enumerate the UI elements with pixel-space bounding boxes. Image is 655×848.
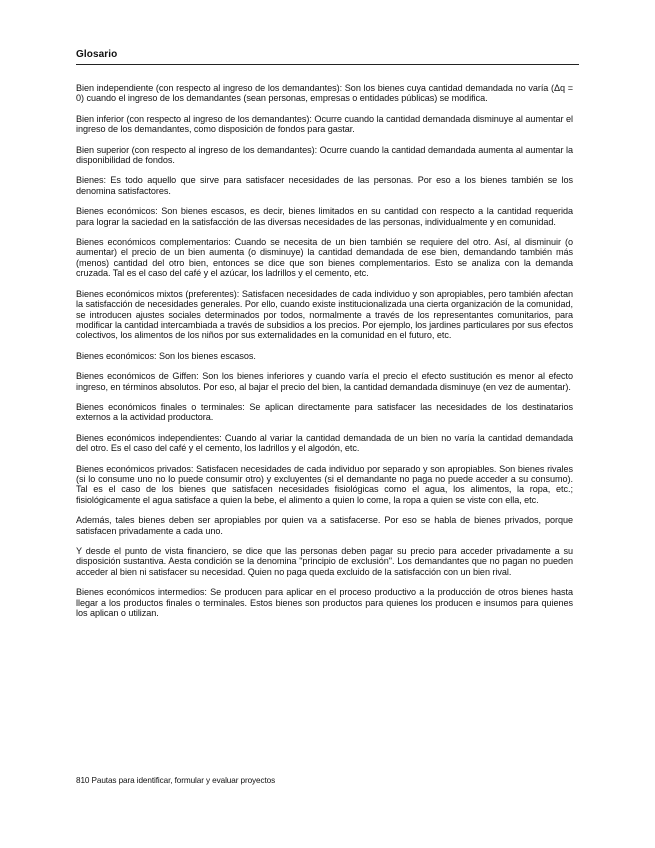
glossary-entry: Bienes económicos privados: Satisfacen necesidades de cada individuo por separado y son apropiables. Son bienes rivales (si lo consume uno no lo puede consumir otro) y excluyentes (si el demandante no paga no puede acceder a su consumo). Tal es el caso de los bienes que satisfacen necesidades fisiológicas como el agua, los alimentos, la ropa, etc.; fisiológicamente el agua satisface a quien la bebe, el alimento a quien lo come, la ropa a quien se viste con ella, etc.	[76, 463, 573, 505]
glossary-entry: Bienes económicos: Son los bienes escasos.	[76, 350, 256, 361]
glossary-entry: Bien inferior (con respecto al ingreso de los demandantes): Ocurre cuando la cantidad demandada disminuye al aumentar el ingreso de los demandantes, como disposición de fondos para gastar.	[76, 113, 573, 135]
glossary-entry: Y desde el punto de vista financiero, se dice que las personas deben pagar su precio para acceder privadamente a su disposición sustantiva. Aesta condición se la denomina "principio de exclusión". Los demandantes que no pagan no pueden acceder al bien ni satisfacer su necesidad. Quien no paga queda excluido de la satisfacción con un bien rival.	[76, 546, 573, 577]
glossary-body	[76, 83, 573, 628]
glossary-entry: Bien independiente (con respecto al ingreso de los demandantes): Son los bienes cuya cantidad demandada no varía (Δq = 0) cuando el ingreso de los demandantes (sean personas, empresas o entidades públicas) se modifica.	[76, 83, 573, 104]
page-header	[76, 44, 579, 65]
glossary-entry: Además, tales bienes deben ser apropiables por quien va a satisfacerse. Por eso se habla de bienes privados, porque satisfacen privadamente a cada uno.	[76, 515, 573, 536]
glossary-entry: Bienes: Es todo aquello que sirve para satisfacer necesidades de las personas. Por eso a los bienes también se los denomina satisfactores.	[76, 175, 573, 196]
glossary-entry: Bienes económicos independientes: Cuando al variar la cantidad demandada de un bien no varía la cantidad demandada del otro. Es el caso del café y el cemento, los ladrillos y el algodón, etc.	[76, 432, 573, 454]
glossary-entry: Bienes económicos: Son bienes escasos, es decir, bienes limitados en su cantidad con respecto a la cantidad requerida para lograr la saciedad en la satisfacción de las diversas necesidades de las personas, individualmente y en comunidad.	[76, 206, 573, 227]
page-footer: 810 Pautas para identificar, formular y evaluar proyectos	[76, 776, 276, 785]
glossary-entry: Bienes económicos mixtos (preferentes): Satisfacen necesidades de cada individuo y son apropiables, pero también afectan la satisfacción de necesidades generales. Por ello, cuando existe institucionalizada una cierta organización de la comunidad, se introducen ajustes sociales determinados por todos, normalmente a través de los representantes comunitarios, para modificar la cantidad intercambiada a través de subsidios a los precios. Por ejemplo, los jardines particulares por sus efectos colectivos, los alimentos de los niños por sus externalidades en la comunidad en el futuro, etc.	[76, 288, 573, 341]
section-title: Glosario	[76, 49, 118, 60]
glossary-entry: Bienes económicos de Giffen: Son los bienes inferiores y cuando varía el precio el efecto sustitución es menor al efecto ingreso, en términos absolutos. Por eso, al bajar el precio del bien, la cantidad demandada disminuye (en vez de aumentar).	[76, 371, 573, 392]
glossary-entry: Bien superior (con respecto al ingreso de los demandantes): Ocurre cuando la cantidad demandada aumenta al aumentar la disponibilidad de fondos.	[76, 144, 573, 166]
glossary-entry: Bienes económicos intermedios: Se producen para aplicar en el proceso productivo a la producción de otros bienes hasta llegar a los productos finales o terminales. Estos bienes son productos para quienes los producen e insumos para quienes los aplican o utilizan.	[76, 587, 573, 619]
glossary-entry: Bienes económicos finales o terminales: Se aplican directamente para satisfacer las necesidades de los destinatarios externos a la actividad productora.	[76, 401, 573, 423]
glossary-entry: Bienes económicos complementarios: Cuando se necesita de un bien también se requiere del otro. Así, al disminuir (o aumentar) el precio de un bien aumenta (o disminuye) la cantidad demandada de ese bien, demandando también más (menos) cantidad del otro bien, entonces se dice que son bienes complementarios. Esto se analiza con la demanda cruzada. Tal es el caso del café y el azúcar, los ladrillos y el cemento, etc.	[76, 237, 573, 279]
